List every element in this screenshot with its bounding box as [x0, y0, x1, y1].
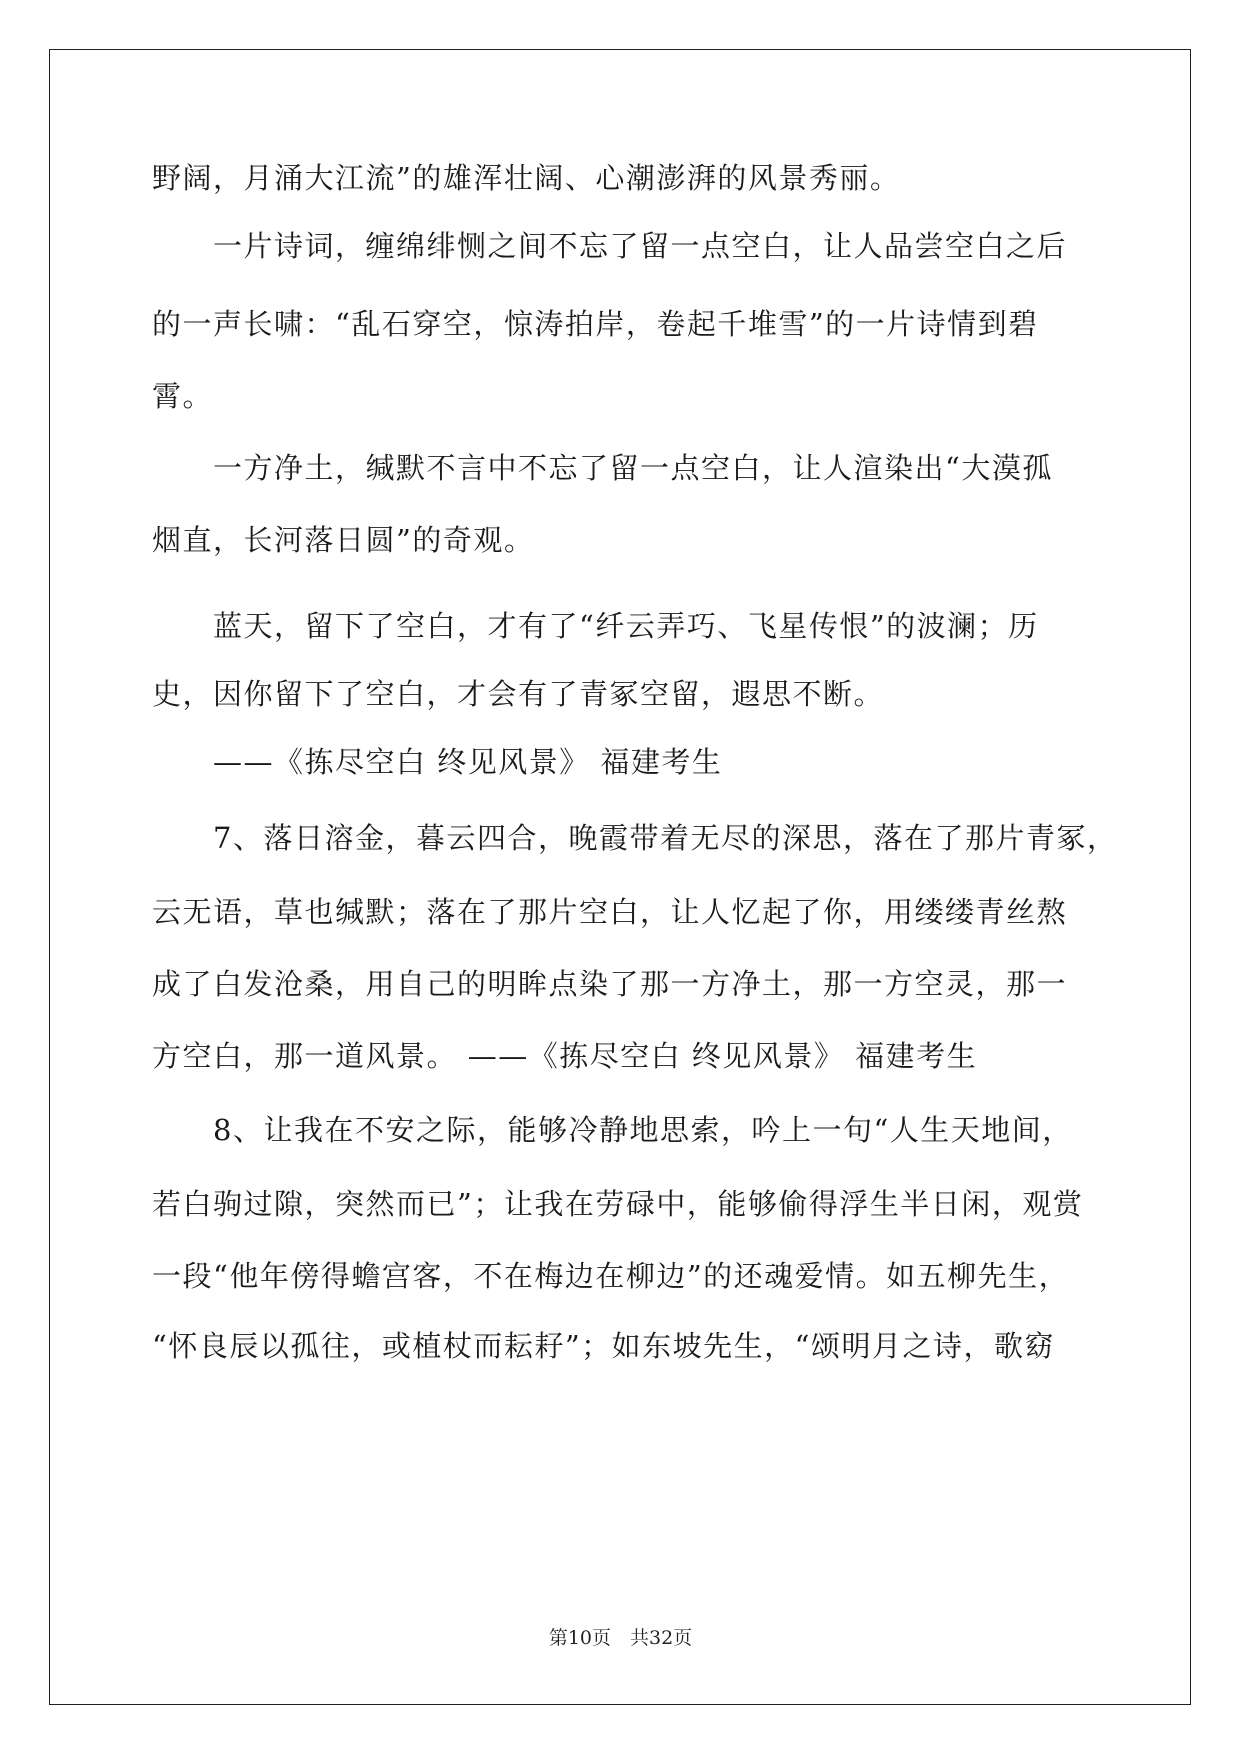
text-line: ——《拣尽空白 终见风景》 福建考生 — [152, 745, 723, 779]
text-line: 成了白发沧桑，用自己的明眸点染了那一方净土，那一方空灵，那一 — [152, 967, 1068, 1001]
text-line: 方空白，那一道风景。 ——《拣尽空白 终见风景》 福建考生 — [152, 1039, 978, 1073]
text-line: 一方净土，缄默不言中不忘了留一点空白，让人渲染出“大漠孤 — [152, 451, 1053, 485]
text-line: 的一声长啸：“乱石穿空，惊涛拍岸，卷起千堆雪”的一片诗情到碧 — [152, 307, 1039, 341]
text-line: “怀良辰以孤往，或植杖而耘耔”；如东坡先生，“颂明月之诗，歌窈 — [152, 1329, 1055, 1363]
text-line: 烟直，长河落日圆”的奇观。 — [152, 523, 535, 557]
page-border — [49, 49, 1191, 1705]
page-number-footer: 第10页 共32页 — [548, 1627, 693, 1649]
text-line: 若白驹过隙，突然而已”；让我在劳碌中，能够偷得浮生半日闲，观赏 — [152, 1187, 1084, 1221]
text-line: 野阔，月涌大江流”的雄浑壮阔、心潮澎湃的风景秀丽。 — [152, 161, 901, 195]
text-line: 史，因你留下了空白，才会有了青冢空留，遐思不断。 — [152, 677, 885, 711]
text-line: 云无语，草也缄默；落在了那片空白，让人忆起了你，用缕缕青丝熬 — [152, 895, 1068, 929]
text-line: 蓝天，留下了空白，才有了“纤云弄巧、飞星传恨”的波澜；历 — [152, 609, 1039, 643]
text-line: 一片诗词，缠绵绯恻之间不忘了留一点空白，让人品尝空白之后 — [152, 229, 1068, 263]
text-line: 7、落日溶金，暮云四合，晚霞带着无尽的深思，落在了那片青冢， — [152, 821, 1118, 855]
text-line: 8、让我在不安之际，能够冷静地思索，吟上一句“人生天地间， — [152, 1113, 1073, 1147]
text-line: 霄。 — [152, 379, 214, 413]
text-line: 一段“他年傍得蟾宫客，不在梅边在柳边”的还魂爱情。如五柳先生， — [152, 1259, 1070, 1293]
